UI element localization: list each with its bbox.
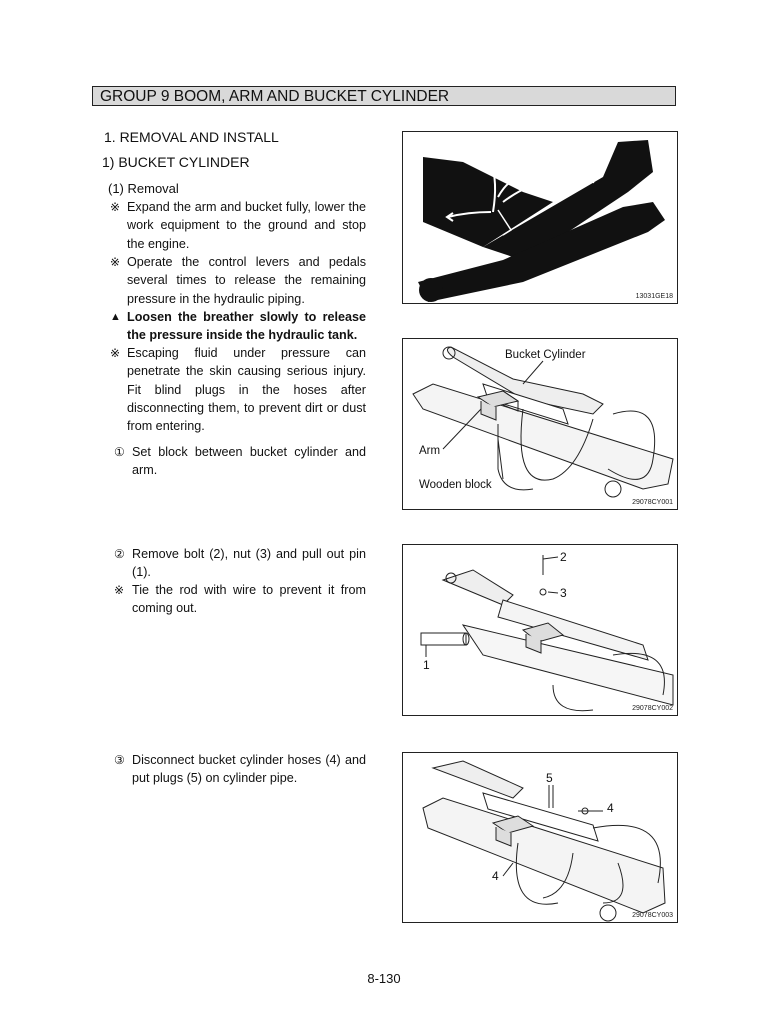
note-mark: ※ (110, 255, 121, 269)
removal-heading: (1) Removal (108, 181, 179, 196)
group-title: GROUP 9 BOOM, ARM AND BUCKET CYLINDER (100, 88, 450, 105)
page-number: 8-130 (367, 971, 401, 986)
callout-1: 1 (423, 658, 430, 672)
figure-code: 29078CY001 (632, 499, 673, 506)
callout-3: 3 (560, 586, 567, 600)
label-bucket-cylinder: Bucket Cylinder (505, 349, 586, 361)
callout-2: 2 (560, 550, 567, 564)
subsection-heading: 1) BUCKET CYLINDER (102, 154, 250, 170)
step-number: ① (114, 445, 125, 459)
note-mark: ※ (114, 583, 125, 597)
label-wooden-block: Wooden block (419, 479, 492, 491)
step-1: Set block between bucket cylinder and arm. (132, 445, 366, 478)
figure-pin-removal (402, 544, 678, 716)
note-2: Operate the control levers and pedals several times to release the remaining pressure in the hydraulic piping. (127, 255, 366, 306)
note-mark: ※ (110, 346, 121, 360)
warning-text: Loosen the breather slowly to release the pressure inside the hydraulic tank. (127, 310, 366, 343)
note-1: Expand the arm and bucket fully, lower the work equipment to the ground and stop the engine. (127, 200, 366, 251)
figure-excavator-position (402, 131, 678, 304)
warning-icon: ▲ (110, 311, 121, 323)
step-number: ③ (114, 753, 125, 767)
callout-4-top: 4 (607, 801, 614, 815)
figure-code: 29078CY003 (632, 912, 673, 919)
figure-code: 13031GE18 (635, 293, 673, 300)
figure-code: 29078CY002 (632, 705, 673, 712)
callout-5: 5 (546, 771, 553, 785)
step-3: Disconnect bucket cylinder hoses (4) and put plugs (5) on cylinder pipe. (132, 753, 366, 786)
figure-hose-disconnect (402, 752, 678, 923)
note-mark: ※ (110, 200, 121, 214)
group-header (92, 86, 676, 106)
note-4: Tie the rod with wire to prevent it from coming out. (132, 583, 366, 616)
label-arm: Arm (419, 445, 441, 457)
step-number: ② (114, 547, 125, 561)
section-heading: 1. REMOVAL AND INSTALL (104, 129, 279, 145)
callout-4-bottom: 4 (492, 869, 499, 883)
step-2: Remove bolt (2), nut (3) and pull out pin (1). (132, 547, 366, 580)
note-3: Escaping fluid under pressure can penetrate the skin causing serious injury. Fit blind plugs in the hoses after disconnecting them, to prevent dirt or dust from entering. (127, 346, 366, 434)
figure-bucket-cylinder (402, 338, 678, 510)
